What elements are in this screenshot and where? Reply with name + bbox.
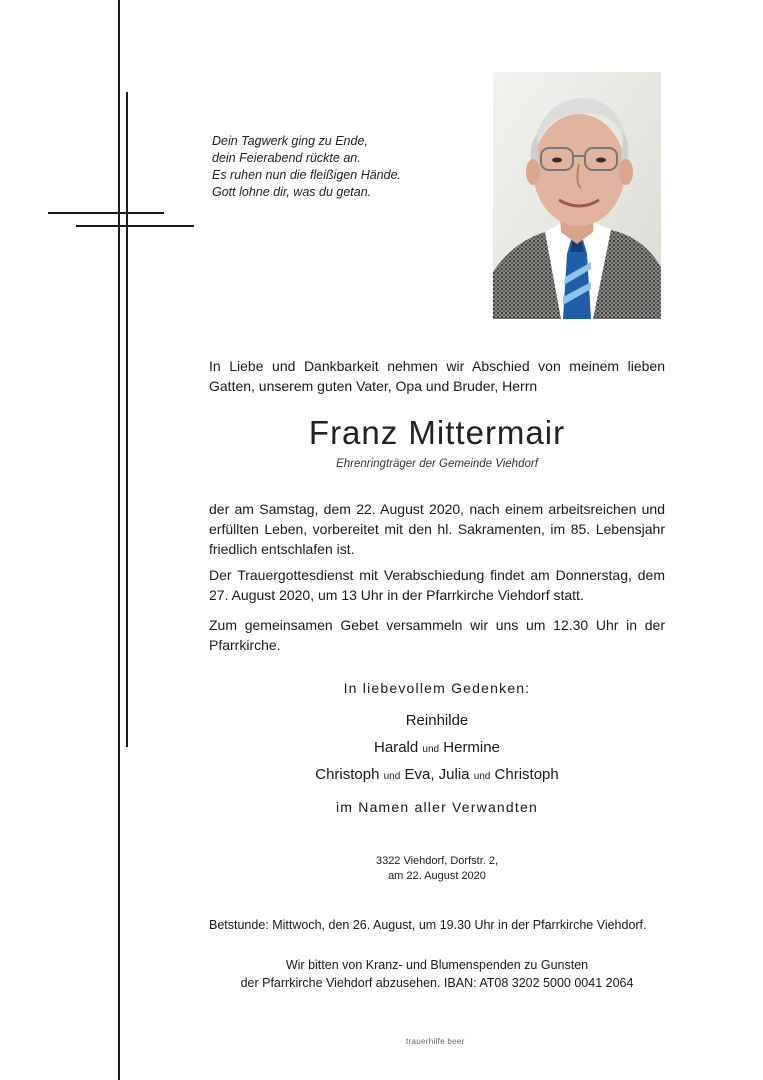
publisher-footer: trauerhilfe beer bbox=[406, 1037, 465, 1046]
mourner-name: Harald bbox=[374, 739, 419, 756]
mourners-heading: In liebevollem Gedenken: bbox=[343, 680, 531, 696]
date-line: am 22. August 2020 bbox=[388, 870, 486, 882]
address-block bbox=[209, 854, 665, 884]
conjunction: und bbox=[383, 771, 401, 782]
relatives-line: im Namen aller Verwandten bbox=[336, 799, 538, 815]
cross-vertical-line-outer bbox=[118, 0, 120, 1080]
mourner-line bbox=[209, 739, 665, 756]
prayer-paragraph: Zum gemeinsamen Gebet versammeln wir uns um 12.30 Uhr in der Pfarrkirche. bbox=[209, 617, 665, 653]
poem-line: Es ruhen nun die fleißigen Hände. bbox=[212, 168, 402, 182]
cross-vertical-line-inner bbox=[126, 92, 128, 747]
betstunde-text: Betstunde: Mittwoch, den 26. August, um 19.30 Uhr in der Pfarrkirche Viehdorf. bbox=[209, 918, 647, 932]
mourner-name: Eva, Julia bbox=[404, 766, 470, 783]
portrait-photo bbox=[493, 72, 661, 319]
poem-line: dein Feierabend rückte an. bbox=[212, 151, 361, 165]
honor-title: Ehrenringträger der Gemeinde Viehdorf bbox=[336, 458, 538, 470]
donation-request bbox=[209, 956, 665, 992]
mourner-name: Christoph bbox=[315, 766, 380, 783]
memorial-poem bbox=[212, 133, 472, 201]
poem-line: Dein Tagwerk ging zu Ende, bbox=[212, 134, 368, 148]
conjunction: und bbox=[473, 771, 491, 782]
poem-line: Gott lohne dir, was du getan. bbox=[212, 185, 372, 199]
cross-horizontal-line-upper bbox=[48, 212, 164, 214]
intro-text: In Liebe und Dankbarkeit nehmen wir Abschied von meinem lieben Gatten, unserem guten Vater, Opa und Bruder, Herrn bbox=[209, 358, 665, 394]
request-line: der Pfarrkirche Viehdorf abzusehen. IBAN: AT08 3202 5000 0041 2064 bbox=[240, 976, 634, 990]
deceased-name: Franz Mittermair bbox=[308, 414, 566, 451]
conjunction: und bbox=[422, 744, 440, 755]
mourner-name: Christoph bbox=[494, 766, 559, 783]
mourner-name: Hermine bbox=[443, 739, 500, 756]
service-paragraph: Der Trauergottesdienst mit Verabschiedung findet am Donnerstag, dem 27. August 2020, um 13 Uhr in der Pfarrkirche Viehdorf statt. bbox=[209, 567, 665, 603]
cross-horizontal-line-lower bbox=[76, 225, 194, 227]
death-paragraph: der am Samstag, dem 22. August 2020, nach einem arbeitsreichen und erfüllten Leben, vorbereitet mit den hl. Sakramenten, im 85. Lebensjahr friedlich entschlafen ist. bbox=[209, 501, 665, 557]
mourner-line: Reinhilde bbox=[405, 712, 469, 729]
mourner-line bbox=[209, 766, 665, 783]
request-line: Wir bitten von Kranz- und Blumenspenden zu Gunsten bbox=[285, 958, 589, 972]
address-line: 3322 Viehdorf, Dorfstr. 2, bbox=[375, 855, 499, 867]
